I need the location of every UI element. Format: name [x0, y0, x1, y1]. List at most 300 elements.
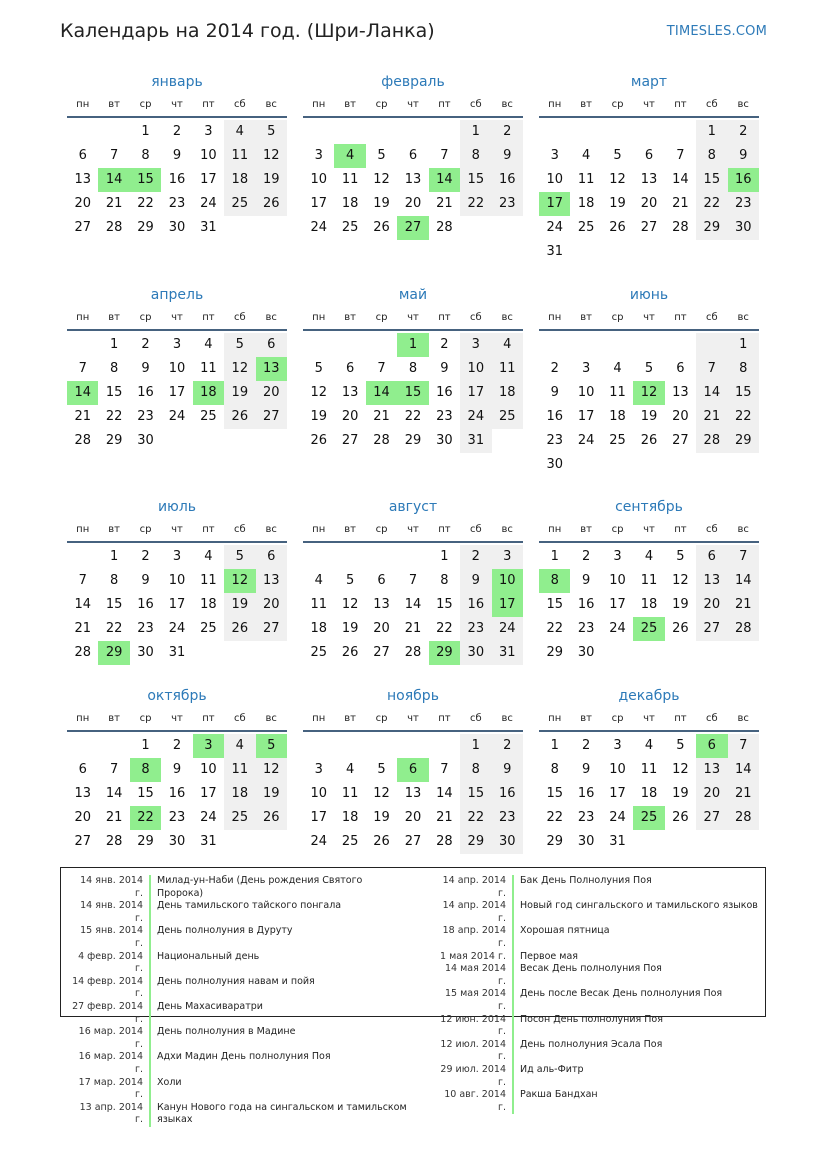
day-cell: 13	[640, 172, 658, 187]
day-cell: 11	[224, 144, 255, 168]
holiday-cell: 25	[633, 806, 664, 830]
weekday-label: чт	[643, 312, 655, 323]
day-cell: 5	[676, 549, 685, 564]
weekday-label: пн	[312, 713, 326, 724]
month-name: март	[630, 74, 668, 90]
day-cell: 21	[436, 810, 453, 825]
empty-cell	[98, 734, 129, 758]
day-cell: 23	[577, 810, 595, 825]
holiday-date: 17 мар. 2014 г.	[78, 1076, 143, 1101]
day-cell: 6	[676, 361, 685, 376]
weekday-label: пн	[548, 713, 562, 724]
day-cell: 30	[168, 834, 186, 849]
day-cell: 24	[460, 405, 491, 429]
day-cell: 19	[256, 168, 287, 192]
empty-cell	[334, 545, 365, 569]
day-cell: 16	[546, 409, 563, 424]
month-calendar	[539, 497, 759, 665]
empty-cell	[570, 333, 601, 357]
holiday-row	[434, 900, 774, 925]
weekday-label: вс	[501, 524, 513, 535]
day-cell: 11	[200, 361, 217, 376]
holiday-date: 27 февр. 2014 г.	[72, 1000, 143, 1025]
day-cell: 17	[609, 786, 626, 801]
holiday-cell: 8	[130, 758, 161, 782]
day-cell: 4	[613, 361, 622, 376]
day-cell: 1	[460, 120, 491, 144]
holiday-date: 16 мар. 2014 г.	[78, 1051, 143, 1075]
weekday-label: вс	[737, 713, 749, 724]
weekday-label: пт	[674, 312, 687, 323]
day-cell: 22	[436, 621, 453, 636]
day-cell: 23	[460, 617, 491, 641]
day-cell: 13	[672, 385, 689, 400]
day-cell: 20	[404, 196, 422, 211]
holiday-date: 10 авг. 2014 г.	[444, 1089, 506, 1113]
day-cell: 2	[141, 337, 150, 352]
empty-cell	[397, 545, 428, 569]
day-cell: 28	[672, 220, 689, 235]
holiday-date: 4 февр. 2014 г.	[78, 950, 143, 975]
weekday-label: чт	[171, 99, 183, 110]
month-calendar	[539, 285, 759, 477]
day-cell: 31	[168, 645, 186, 660]
holiday-cell: 17	[492, 593, 523, 617]
day-cell: 3	[581, 361, 591, 376]
weekday-label: чт	[171, 312, 183, 323]
day-cell: 13	[74, 172, 91, 187]
weekday-label: вт	[580, 99, 592, 110]
day-cell: 1	[728, 333, 759, 357]
weekday-label: ср	[375, 524, 388, 535]
day-cell: 29	[696, 216, 727, 240]
day-cell: 25	[341, 220, 359, 235]
empty-cell	[633, 333, 664, 357]
day-cell: 9	[141, 573, 150, 588]
day-cell: 27	[256, 405, 287, 429]
day-grid	[303, 734, 523, 854]
holiday-cell: 18	[193, 381, 224, 405]
month-name: август	[388, 499, 438, 515]
day-cell: 9	[460, 569, 491, 593]
day-cell: 26	[224, 405, 255, 429]
day-cell: 26	[640, 433, 658, 448]
day-cell: 6	[377, 573, 386, 588]
holiday-date: 12 июл. 2014 г.	[440, 1038, 506, 1063]
day-cell: 21	[696, 405, 727, 429]
day-cell: 11	[640, 573, 658, 588]
day-cell: 19	[672, 786, 689, 801]
weekday-label: пт	[438, 524, 451, 535]
holiday-cell: 8	[539, 569, 570, 593]
holiday-cell: 6	[696, 734, 727, 758]
holiday-cell: 22	[130, 806, 161, 830]
holiday-cell: 27	[397, 216, 428, 240]
month-name: октябрь	[147, 688, 207, 704]
day-cell: 18	[609, 409, 626, 424]
day-cell: 10	[577, 385, 595, 400]
month-calendar	[67, 72, 287, 240]
day-cell: 16	[168, 786, 186, 801]
day-cell: 3	[492, 545, 523, 569]
day-cell: 25	[200, 409, 217, 424]
weekday-label: пн	[548, 524, 562, 535]
day-cell: 3	[460, 333, 491, 357]
day-cell: 12	[373, 786, 390, 801]
day-cell: 30	[492, 830, 523, 854]
weekday-label: чт	[643, 713, 655, 724]
weekday-label: сб	[469, 524, 482, 535]
month-name: май	[398, 287, 428, 303]
month-name: апрель	[150, 287, 204, 303]
day-cell: 23	[168, 810, 186, 825]
holiday-row	[434, 1039, 774, 1064]
weekday-label: чт	[171, 524, 183, 535]
empty-cell	[67, 333, 98, 357]
day-cell: 6	[256, 545, 287, 569]
day-cell: 30	[546, 457, 563, 472]
holiday-name: Адхи Мадин День полнолуния Поя	[149, 1051, 331, 1076]
day-cell: 6	[345, 361, 355, 376]
day-cell: 1	[109, 337, 119, 352]
weekday-label: ср	[139, 312, 152, 323]
day-cell: 24	[609, 621, 626, 636]
day-cell: 22	[137, 196, 154, 211]
day-grid	[303, 120, 523, 240]
day-cell: 23	[546, 433, 563, 448]
holiday-date: 15 мая 2014 г.	[444, 988, 506, 1012]
day-cell: 28	[728, 806, 759, 830]
day-cell: 5	[377, 762, 386, 777]
day-cell: 15	[436, 597, 453, 612]
weekday-label: пн	[312, 99, 326, 110]
weekday-label: вс	[265, 312, 277, 323]
weekday-header	[539, 521, 759, 543]
holiday-cell: 29	[98, 641, 129, 665]
day-cell: 28	[74, 433, 91, 448]
weekday-header	[539, 309, 759, 331]
weekday-label: пт	[202, 99, 215, 110]
month-calendar	[539, 686, 759, 854]
day-cell: 19	[640, 409, 658, 424]
day-cell: 24	[200, 810, 217, 825]
day-cell: 23	[728, 192, 759, 216]
weekday-header	[303, 710, 523, 732]
day-cell: 3	[172, 549, 182, 564]
day-cell: 5	[613, 148, 622, 163]
empty-cell	[366, 333, 397, 357]
weekday-label: чт	[407, 713, 419, 724]
day-cell: 14	[105, 786, 123, 801]
day-cell: 10	[609, 573, 626, 588]
holiday-row	[71, 875, 411, 900]
day-cell: 26	[373, 834, 390, 849]
day-cell: 1	[550, 738, 559, 753]
weekday-label: чт	[643, 99, 655, 110]
day-cell: 22	[546, 810, 563, 825]
weekday-label: чт	[407, 524, 419, 535]
day-cell: 19	[256, 782, 287, 806]
day-cell: 6	[78, 762, 87, 777]
day-cell: 29	[546, 645, 563, 660]
day-cell: 30	[436, 433, 453, 448]
empty-cell	[429, 734, 460, 758]
day-cell: 16	[137, 597, 154, 612]
day-cell: 18	[341, 810, 359, 825]
day-cell: 29	[460, 830, 491, 854]
holiday-name: Национальный день	[149, 951, 259, 976]
day-cell: 8	[728, 357, 759, 381]
day-cell: 21	[74, 409, 91, 424]
day-cell: 27	[341, 433, 359, 448]
day-cell: 21	[74, 621, 91, 636]
weekday-label: сб	[469, 713, 482, 724]
holiday-cell: 3	[193, 734, 224, 758]
weekday-label: вт	[344, 713, 356, 724]
day-cell: 2	[492, 734, 523, 758]
holiday-row	[71, 1001, 411, 1026]
day-cell: 22	[460, 806, 491, 830]
holiday-name: Весак День полнолуния Поя	[512, 963, 662, 988]
holiday-name: День после Весак День полнолуния Поя	[512, 988, 722, 1013]
day-cell: 20	[74, 810, 91, 825]
day-cell: 8	[696, 144, 727, 168]
month-name: декабрь	[618, 688, 680, 704]
day-cell: 23	[168, 196, 186, 211]
holiday-row	[434, 1064, 774, 1089]
weekday-label: вс	[265, 713, 277, 724]
day-cell: 1	[109, 549, 119, 564]
day-cell: 10	[200, 148, 217, 163]
day-cell: 8	[141, 148, 150, 163]
day-cell: 25	[492, 405, 523, 429]
day-cell: 15	[460, 782, 491, 806]
day-cell: 1	[696, 120, 727, 144]
holiday-row	[71, 951, 411, 976]
holiday-date: 14 янв. 2014 г.	[80, 875, 143, 899]
holiday-name: Канун Нового года на сингальском и тамильском языках	[149, 1102, 411, 1127]
day-cell: 5	[224, 545, 255, 569]
holiday-date: 14 мая 2014 г.	[444, 963, 506, 987]
weekday-label: вс	[265, 99, 277, 110]
day-cell: 7	[696, 357, 727, 381]
day-cell: 13	[373, 597, 390, 612]
weekday-label: пт	[674, 713, 687, 724]
empty-cell	[539, 120, 570, 144]
day-cell: 27	[672, 433, 689, 448]
holiday-row	[71, 976, 411, 1001]
holiday-name: День тамильского тайского понгала	[149, 900, 341, 925]
day-cell: 20	[256, 381, 287, 405]
holiday-name: Ракша Бандхан	[512, 1089, 598, 1114]
day-cell: 31	[460, 429, 491, 453]
holiday-date: 16 мар. 2014 г.	[78, 1026, 143, 1050]
weekday-label: пн	[76, 99, 90, 110]
day-cell: 17	[609, 597, 626, 612]
holiday-row	[434, 925, 774, 950]
day-cell: 20	[341, 409, 359, 424]
weekday-label: пн	[76, 713, 90, 724]
day-cell: 17	[168, 597, 186, 612]
day-cell: 9	[172, 762, 182, 777]
empty-cell	[67, 545, 98, 569]
day-cell: 28	[373, 433, 390, 448]
day-cell: 7	[676, 148, 685, 163]
empty-cell	[303, 120, 334, 144]
day-cell: 11	[640, 762, 658, 777]
day-cell: 17	[200, 172, 217, 187]
day-cell: 16	[492, 782, 523, 806]
day-cell: 30	[577, 645, 595, 660]
weekday-label: пн	[76, 524, 90, 535]
weekday-label: пн	[312, 312, 326, 323]
day-cell: 4	[204, 549, 213, 564]
day-cell: 29	[728, 429, 759, 453]
day-cell: 5	[345, 573, 355, 588]
day-cell: 30	[460, 641, 491, 665]
day-cell: 12	[341, 597, 359, 612]
day-cell: 18	[224, 168, 255, 192]
empty-cell	[303, 734, 334, 758]
empty-cell	[67, 734, 98, 758]
day-cell: 24	[200, 196, 217, 211]
day-cell: 22	[696, 192, 727, 216]
weekday-label: сб	[233, 713, 246, 724]
empty-cell	[602, 120, 633, 144]
day-cell: 10	[310, 172, 327, 187]
day-cell: 3	[613, 738, 622, 753]
day-cell: 16	[436, 385, 453, 400]
empty-cell	[665, 120, 696, 144]
weekday-label: вс	[737, 312, 749, 323]
day-grid	[539, 120, 759, 264]
holiday-cell: 6	[397, 758, 428, 782]
day-cell: 18	[341, 196, 359, 211]
day-cell: 26	[672, 621, 689, 636]
day-cell: 9	[728, 144, 759, 168]
holiday-row	[434, 988, 774, 1013]
day-cell: 6	[408, 148, 418, 163]
day-cell: 11	[224, 758, 255, 782]
day-cell: 25	[310, 645, 327, 660]
day-grid	[539, 333, 759, 477]
day-cell: 19	[672, 597, 689, 612]
weekday-label: сб	[233, 524, 246, 535]
site-link[interactable]: TIMESLES.COM	[666, 24, 767, 39]
day-cell: 3	[613, 549, 622, 564]
day-cell: 23	[137, 409, 154, 424]
weekday-label: вт	[108, 99, 120, 110]
day-cell: 26	[373, 220, 390, 235]
month-calendar	[539, 72, 759, 264]
day-cell: 26	[672, 810, 689, 825]
holiday-cell: 1	[397, 333, 428, 357]
day-cell: 2	[492, 120, 523, 144]
weekday-label: вт	[108, 713, 120, 724]
day-cell: 8	[460, 758, 491, 782]
day-cell: 14	[672, 172, 689, 187]
day-cell: 13	[256, 569, 287, 593]
day-cell: 6	[644, 148, 654, 163]
day-cell: 16	[577, 597, 595, 612]
weekday-label: пт	[438, 99, 451, 110]
day-cell: 27	[373, 645, 390, 660]
day-cell: 28	[696, 429, 727, 453]
day-cell: 20	[640, 196, 658, 211]
empty-cell	[334, 333, 365, 357]
day-cell: 21	[105, 810, 123, 825]
day-cell: 16	[137, 385, 154, 400]
weekday-label: пт	[202, 524, 215, 535]
holiday-row	[434, 963, 774, 988]
day-cell: 13	[74, 786, 91, 801]
day-cell: 9	[492, 758, 523, 782]
day-cell: 24	[492, 617, 523, 641]
day-cell: 24	[546, 220, 563, 235]
day-cell: 13	[696, 569, 727, 593]
month-name: ноябрь	[387, 688, 439, 704]
weekday-label: сб	[705, 524, 718, 535]
day-cell: 14	[436, 786, 453, 801]
day-cell: 3	[172, 337, 182, 352]
holiday-column-left	[71, 875, 411, 1127]
day-cell: 8	[440, 573, 449, 588]
day-cell: 10	[546, 172, 563, 187]
day-cell: 11	[492, 357, 523, 381]
day-cell: 22	[546, 621, 563, 636]
day-cell: 18	[200, 597, 217, 612]
day-cell: 31	[200, 220, 217, 235]
day-cell: 6	[256, 333, 287, 357]
day-cell: 13	[696, 758, 727, 782]
weekday-label: ср	[611, 524, 624, 535]
day-cell: 4	[204, 337, 213, 352]
day-cell: 19	[341, 621, 359, 636]
day-cell: 7	[109, 148, 119, 163]
day-cell: 15	[728, 381, 759, 405]
weekday-label: ср	[611, 312, 624, 323]
day-cell: 31	[492, 641, 523, 665]
day-cell: 17	[460, 381, 491, 405]
day-cell: 24	[168, 409, 186, 424]
day-cell: 9	[581, 573, 591, 588]
holiday-date: 12 июн. 2014 г.	[440, 1013, 506, 1038]
day-cell: 19	[224, 381, 255, 405]
day-cell: 17	[168, 385, 186, 400]
day-cell: 5	[314, 361, 323, 376]
day-cell: 26	[224, 617, 255, 641]
day-cell: 21	[672, 196, 689, 211]
weekday-label: пн	[548, 312, 562, 323]
day-cell: 15	[105, 385, 123, 400]
holiday-row	[434, 951, 774, 964]
month-name: июнь	[629, 287, 669, 303]
weekday-label: ср	[611, 713, 624, 724]
day-cell: 5	[224, 333, 255, 357]
day-cell: 29	[546, 834, 563, 849]
day-cell: 4	[314, 573, 323, 588]
day-cell: 31	[200, 834, 217, 849]
day-cell: 30	[137, 433, 154, 448]
weekday-label: пт	[674, 524, 687, 535]
day-cell: 1	[440, 549, 449, 564]
day-cell: 1	[550, 549, 559, 564]
holiday-date: 1 мая 2014 г.	[440, 950, 506, 962]
day-cell: 21	[105, 196, 123, 211]
day-cell: 18	[224, 782, 255, 806]
day-cell: 16	[492, 168, 523, 192]
weekday-label: ср	[139, 524, 152, 535]
